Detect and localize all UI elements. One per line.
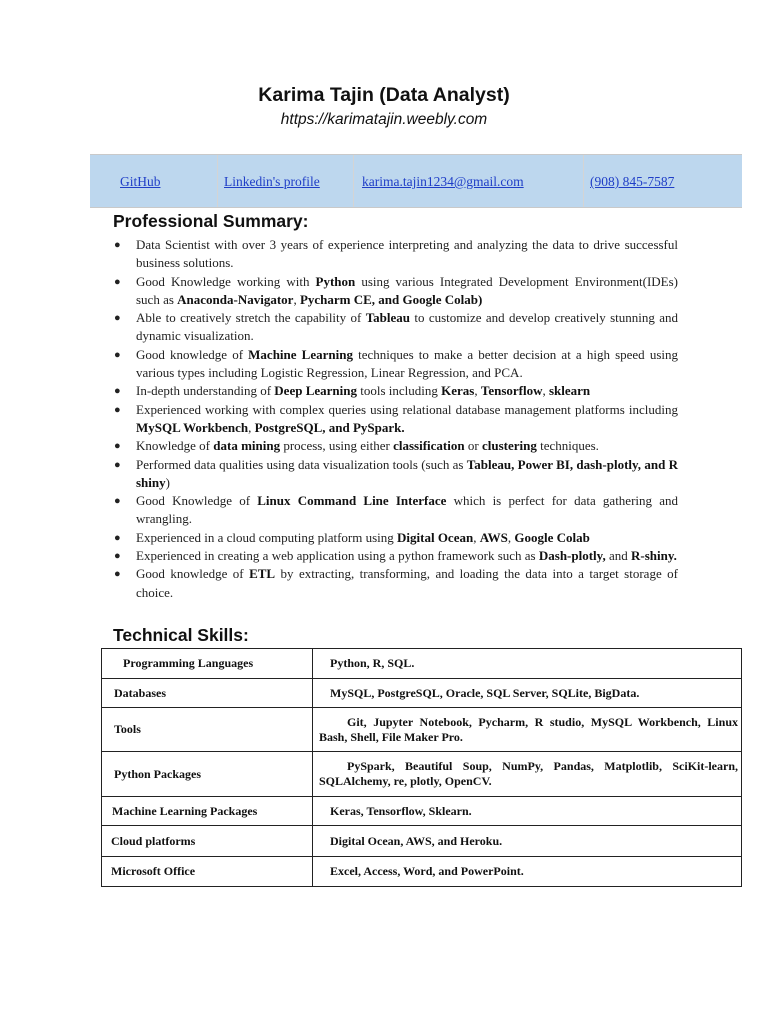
summary-heading: Professional Summary: [113, 211, 309, 231]
skills-row [102, 857, 742, 887]
summary-text: Experienced working with complex queries using relational database management platforms including [136, 401, 678, 417]
skills-row [102, 649, 742, 679]
skill-values: PySpark, Beautiful Soup, NumPy, Pandas, Matplotlib, SciKit-learn, SQLAlchemy, re, plotly, OpenCV. [313, 752, 742, 797]
skills-row [102, 679, 742, 708]
bullet-icon: ● [114, 440, 121, 453]
contact-cell-github [90, 155, 218, 207]
summary-item [114, 565, 678, 602]
summary-item [114, 437, 678, 455]
summary-text: or [464, 438, 482, 454]
bullet-icon: ● [114, 275, 121, 288]
summary-text: , [293, 291, 300, 307]
summary-list [114, 236, 678, 602]
summary-text: , [248, 419, 255, 435]
bullet-icon: ● [114, 550, 121, 563]
summary-text: to customize and develop creatively stunning and dynamic visualization. [136, 310, 678, 344]
summary-keyword: Tableau, Power BI, dash-plotly, and R shiny [136, 456, 678, 490]
skill-category: Machine Learning Packages [102, 797, 313, 826]
skill-category: Tools [102, 708, 313, 752]
summary-keyword: PostgreSQL, and PySpark. [254, 419, 405, 435]
summary-text: tools including [356, 383, 442, 399]
summary-item [114, 236, 678, 273]
summary-keyword: Python [315, 273, 356, 289]
summary-keyword: clustering [481, 438, 537, 454]
skills-row [102, 708, 742, 752]
skills-row [102, 752, 742, 797]
skill-category: Cloud platforms [102, 826, 313, 857]
summary-text: , [474, 383, 481, 399]
summary-item [114, 273, 678, 310]
bullet-icon: ● [114, 385, 121, 398]
summary-keyword: R-shiny. [630, 548, 677, 564]
summary-text: Good Knowledge working with [136, 273, 316, 289]
summary-keyword: Machine Learning [248, 346, 353, 362]
summary-keyword: Anaconda-Navigator [177, 291, 294, 307]
summary-keyword: Deep Learning [274, 383, 357, 399]
summary-text: Knowledge of [136, 438, 214, 454]
summary-text: ) [165, 474, 170, 490]
skill-values: MySQL, PostgreSQL, Oracle, SQL Server, SQLite, BigData. [313, 679, 742, 708]
summary-item [114, 529, 678, 547]
contact-bar [90, 154, 742, 208]
summary-text: by extracting, transforming, and loading the data into a target storage of choice. [136, 566, 678, 600]
bullet-icon: ● [114, 348, 121, 361]
summary-keyword: AWS [479, 529, 508, 545]
contact-cell-email [354, 155, 584, 207]
summary-text: In-depth understanding of [136, 383, 275, 399]
contact-cell-linkedin [218, 155, 354, 207]
linkedin-link[interactable]: Linkedin's profile [224, 174, 320, 189]
summary-text: Good Knowledge of [136, 493, 258, 509]
summary-keyword: Google Colab [514, 529, 590, 545]
summary-keyword: Pycharm CE, and Google Colab) [299, 291, 483, 307]
summary-keyword: Tableau [365, 310, 411, 326]
phone-link[interactable]: (908) 845-7587 [590, 174, 675, 189]
summary-item [114, 309, 678, 346]
skills-row [102, 797, 742, 826]
skill-values: Python, R, SQL. [313, 649, 742, 679]
summary-text: , [507, 529, 515, 545]
summary-text: , [542, 383, 549, 399]
skill-values: Digital Ocean, AWS, and Heroku. [313, 826, 742, 857]
summary-item [114, 401, 678, 438]
summary-text: Able to creatively stretch the capability of [136, 310, 366, 326]
bullet-icon: ● [114, 495, 121, 508]
skills-heading: Technical Skills: [113, 625, 249, 645]
skill-values: Git, Jupyter Notebook, Pycharm, R studio, MySQL Workbench, Linux Bash, Shell, File Maker Pro. [313, 708, 742, 752]
summary-keyword: Linux Command Line Interface [257, 493, 447, 509]
summary-text: Good knowledge of [136, 566, 250, 582]
summary-text: Data Scientist with over 3 years of experience interpreting and analyzing the data to drive successful business solutions. [136, 237, 678, 271]
summary-text: techniques. [536, 438, 599, 454]
summary-item [114, 382, 678, 400]
summary-keyword: Dash-plotly, [538, 548, 606, 564]
bullet-icon: ● [114, 531, 121, 544]
skills-table [101, 648, 742, 887]
email-link[interactable]: karima.tajin1234@gmail.com [362, 174, 524, 189]
summary-text: which is perfect for data gathering and wrangling. [136, 493, 678, 527]
bullet-icon: ● [114, 568, 121, 581]
skill-category: Databases [102, 679, 313, 708]
summary-text: techniques to make a better decision at a high speed using various types including Logistic Regression, Linear Regression, and PCA. [136, 346, 678, 381]
portfolio-url[interactable]: https://karimatajin.weebly.com [280, 111, 488, 128]
summary-keyword: Tensorflow [480, 383, 543, 399]
summary-text: Experienced in a cloud computing platform using [136, 529, 398, 545]
summary-keyword: classification [393, 438, 465, 454]
summary-keyword: sklearn [548, 383, 591, 399]
skill-values: Keras, Tensorflow, Sklearn. [313, 797, 742, 826]
skills-row [102, 826, 742, 857]
skill-values: Excel, Access, Word, and PowerPoint. [313, 857, 742, 887]
summary-text: Experienced in creating a web application using a python framework such as [136, 548, 539, 564]
skill-category: Programming Languages [102, 649, 313, 679]
summary-item [114, 346, 678, 383]
summary-item [114, 492, 678, 529]
summary-text: , [473, 529, 480, 545]
summary-keyword: MySQL Workbench [136, 419, 249, 435]
summary-keyword: Digital Ocean [397, 529, 474, 545]
skill-category: Python Packages [102, 752, 313, 797]
summary-text: Performed data qualities using data visualization tools (such as [136, 456, 467, 472]
skill-category: Microsoft Office [102, 857, 313, 887]
summary-text: Good knowledge of [136, 346, 249, 362]
github-link[interactable]: GitHub [120, 174, 161, 189]
summary-keyword: ETL [249, 566, 276, 582]
bullet-icon: ● [114, 403, 121, 416]
page-title: Karima Tajin (Data Analyst) [258, 84, 510, 106]
summary-keyword: data mining [213, 438, 281, 454]
contact-cell-phone [584, 155, 742, 207]
summary-item [114, 456, 678, 493]
bullet-icon: ● [114, 458, 121, 471]
bullet-icon: ● [114, 312, 121, 325]
summary-keyword: Keras [441, 383, 475, 399]
summary-text: using various Integrated Development Environment(IDEs) such as [136, 273, 678, 307]
summary-text: and [605, 548, 631, 564]
summary-text: process, using either [280, 438, 394, 454]
bullet-icon: ● [114, 239, 121, 251]
summary-item [114, 547, 678, 565]
